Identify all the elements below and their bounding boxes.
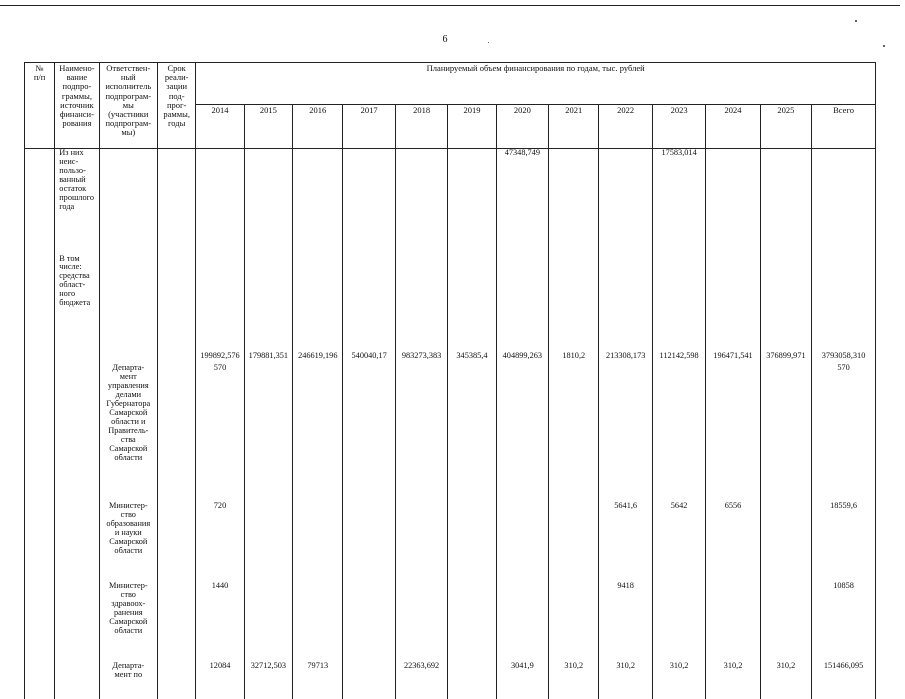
- cell-value: 310,2: [549, 659, 599, 699]
- cell-executor: Департа- мент по: [99, 659, 157, 699]
- cell-value: 17583,014: [652, 149, 705, 254]
- table-row: [25, 254, 876, 362]
- cell-value: 199892,576: [196, 254, 244, 362]
- cell-value: [496, 579, 548, 659]
- cell-value: 983273,383: [395, 254, 447, 362]
- cell-executor: Департа- мент управления делами Губернатора Самарской области и Правитель- ства Самарской области: [99, 361, 157, 499]
- cell-value: 9418: [599, 579, 652, 659]
- top-border-line: [0, 5, 900, 6]
- header-year: 2015: [244, 105, 292, 149]
- cell-value: [395, 579, 447, 659]
- cell-value: [706, 149, 760, 254]
- cell-value: 213308,173: [599, 254, 652, 362]
- cell-value: [293, 149, 343, 254]
- cell-value: [652, 579, 705, 659]
- header-year: 2016: [293, 105, 343, 149]
- cell-value: [343, 361, 395, 499]
- cell-value: [448, 659, 496, 699]
- cell-value: 310,2: [599, 659, 652, 699]
- financing-table: [24, 62, 876, 699]
- cell-value: 570: [196, 361, 244, 499]
- header-year: 2018: [395, 105, 447, 149]
- cell-value: 246619,196: [293, 254, 343, 362]
- cell-value: [448, 579, 496, 659]
- cell-number: [25, 579, 55, 659]
- cell-value: 12084: [196, 659, 244, 699]
- cell-value: [496, 499, 548, 579]
- table-row: [25, 361, 876, 499]
- cell-value: 376899,971: [760, 254, 811, 362]
- cell-value: [395, 499, 447, 579]
- cell-value: [760, 579, 811, 659]
- cell-value: [448, 149, 496, 254]
- cell-number: [25, 361, 55, 499]
- cell-value: 720: [196, 499, 244, 579]
- header-planned-volume: Планируемый объем финансирования по годам, тыс. рублей: [196, 63, 876, 105]
- cell-value: [549, 499, 599, 579]
- header-year: 2022: [599, 105, 652, 149]
- cell-name: [55, 579, 99, 659]
- cell-value: [244, 579, 292, 659]
- header-year: 2021: [549, 105, 599, 149]
- header-term: Срок реали- зации под- прог- раммы, годы: [158, 63, 196, 149]
- cell-value: [760, 149, 811, 254]
- cell-term: [158, 499, 196, 579]
- cell-number: [25, 254, 55, 362]
- cell-value: 196471,541: [706, 254, 760, 362]
- cell-value: 5642: [652, 499, 705, 579]
- cell-value: 112142,598: [652, 254, 705, 362]
- cell-value: [549, 149, 599, 254]
- header-year: 2017: [343, 105, 395, 149]
- cell-value: 404899,263: [496, 254, 548, 362]
- page-number: 6: [0, 34, 890, 45]
- cell-value: 6556: [706, 499, 760, 579]
- cell-value: 5641,6: [599, 499, 652, 579]
- scan-speck: [855, 20, 857, 22]
- header-year: 2020: [496, 105, 548, 149]
- header-year: 2014: [196, 105, 244, 149]
- cell-value: 310,2: [652, 659, 705, 699]
- cell-value: 179881,351: [244, 254, 292, 362]
- cell-value: 22363,692: [395, 659, 447, 699]
- header-year: 2025: [760, 105, 811, 149]
- cell-value: [812, 149, 876, 254]
- cell-term: [158, 579, 196, 659]
- cell-value: [599, 361, 652, 499]
- table-row: [25, 149, 876, 254]
- header-year: Всего: [812, 105, 876, 149]
- header-year: 2019: [448, 105, 496, 149]
- cell-value: [760, 499, 811, 579]
- cell-value: 310,2: [760, 659, 811, 699]
- cell-name: Из них неис- пользо- ванный остаток прошлого года: [55, 149, 99, 254]
- cell-value: 540040,17: [343, 254, 395, 362]
- cell-value: [706, 361, 760, 499]
- cell-value: [244, 149, 292, 254]
- cell-value: [244, 361, 292, 499]
- cell-value: [244, 499, 292, 579]
- cell-name: [55, 499, 99, 579]
- cell-value: [652, 361, 705, 499]
- cell-number: [25, 659, 55, 699]
- cell-name: В том числе: средства област- ного бюджета: [55, 254, 99, 362]
- table-body: [25, 149, 876, 699]
- cell-value: 32712,503: [244, 659, 292, 699]
- cell-value: 10858: [812, 579, 876, 659]
- cell-term: [158, 254, 196, 362]
- cell-value: 1810,2: [549, 254, 599, 362]
- cell-executor: Министер- ство здравоох- ранения Самарской области: [99, 579, 157, 659]
- cell-value: [293, 579, 343, 659]
- cell-executor: [99, 149, 157, 254]
- header-year: 2023: [652, 105, 705, 149]
- cell-value: [343, 659, 395, 699]
- cell-value: 47348,749: [496, 149, 548, 254]
- cell-value: [343, 499, 395, 579]
- cell-executor: Министер- ство образования и науки Самарской области: [99, 499, 157, 579]
- cell-value: 3041,9: [496, 659, 548, 699]
- cell-value: 1440: [196, 579, 244, 659]
- cell-value: [599, 149, 652, 254]
- cell-value: 3793058,310: [812, 254, 876, 362]
- cell-value: [293, 499, 343, 579]
- cell-value: [760, 361, 811, 499]
- cell-value: [395, 149, 447, 254]
- table-row: [25, 659, 876, 699]
- table-row: [25, 579, 876, 659]
- cell-term: [158, 149, 196, 254]
- cell-value: [395, 361, 447, 499]
- cell-term: [158, 659, 196, 699]
- cell-term: [158, 361, 196, 499]
- cell-value: [549, 361, 599, 499]
- header-name: Наимено- вание подпро- граммы, источник финанси- рования: [55, 63, 99, 149]
- cell-name: [55, 659, 99, 699]
- cell-value: 310,2: [706, 659, 760, 699]
- cell-value: [196, 149, 244, 254]
- header-year: 2024: [706, 105, 760, 149]
- cell-value: [448, 361, 496, 499]
- cell-value: [343, 579, 395, 659]
- scan-speck: [883, 45, 885, 47]
- cell-value: 79713: [293, 659, 343, 699]
- cell-value: [549, 579, 599, 659]
- cell-value: [343, 149, 395, 254]
- cell-value: 18559,6: [812, 499, 876, 579]
- header-executor: Ответствен- ный исполнитель подпрограм- мы (участники подпрограм- мы): [99, 63, 157, 149]
- cell-executor: [99, 254, 157, 362]
- cell-number: [25, 499, 55, 579]
- header-number: № п/п: [25, 63, 55, 149]
- cell-value: [706, 579, 760, 659]
- cell-value: [496, 361, 548, 499]
- cell-number: [25, 149, 55, 254]
- table-row: [25, 499, 876, 579]
- cell-value: 151466,095: [812, 659, 876, 699]
- cell-value: [293, 361, 343, 499]
- cell-value: 570: [812, 361, 876, 499]
- cell-value: [448, 499, 496, 579]
- cell-value: 345385,4: [448, 254, 496, 362]
- cell-name: [55, 361, 99, 499]
